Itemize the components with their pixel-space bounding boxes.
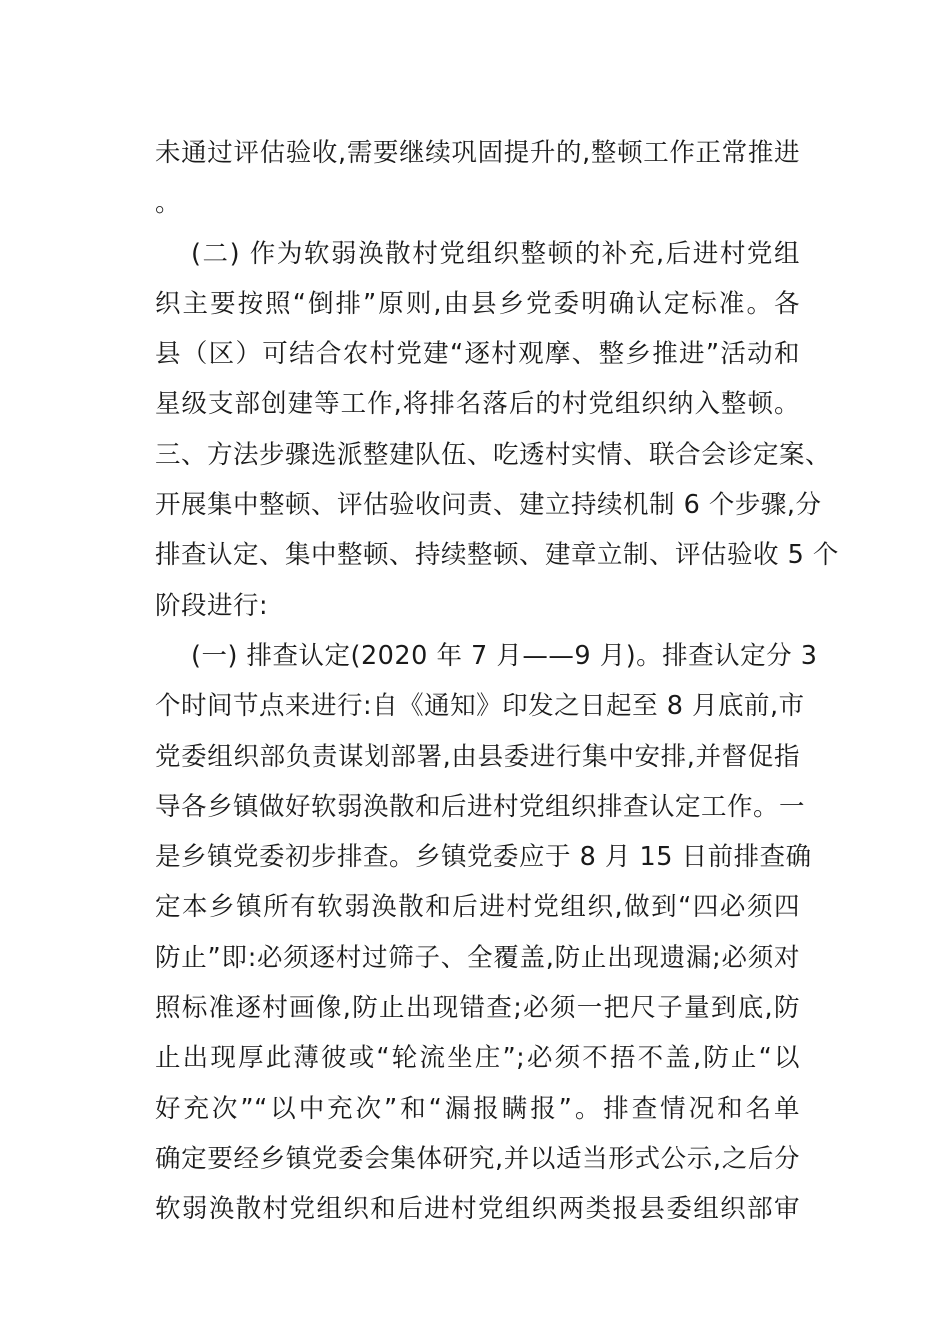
text-line: 县（区）可结合农村党建“逐村观摩、整乡推进”活动和 — [155, 339, 800, 370]
text-line: 排查认定、集中整顿、持续整顿、建章立制、评估验收 5 个 — [155, 540, 839, 571]
text-line: 党委组织部负责谋划部署,由县委进行集中安排,并督促指 — [155, 741, 800, 772]
text-line: 。 — [155, 188, 182, 219]
text-line: 确定要经乡镇党委会集体研究,并以适当形式公示,之后分 — [155, 1143, 800, 1174]
text-line: 防止”即:必须逐村过筛子、全覆盖,防止出现遗漏;必须对 — [155, 942, 800, 973]
text-line: 三、方法步骤选派整建队伍、吃透村实情、联合会诊定案、 — [155, 439, 832, 470]
text-line: 是乡镇党委初步排查。乡镇党委应于 8 月 15 日前排查确 — [155, 842, 812, 873]
text-line: 阶段进行: — [155, 590, 269, 621]
text-line: 未通过评估验收,需要继续巩固提升的,整顿工作正常推进 — [155, 138, 800, 168]
text-line: 导各乡镇做好软弱涣散和后进村党组织排查认定工作。一 — [155, 791, 806, 822]
text-line: 软弱涣散村党组织和后进村党组织两类报县委组织部审 — [155, 1194, 800, 1225]
text-line: 好充次”“以中充次”和“漏报瞒报”。排查情况和名单 — [155, 1093, 800, 1124]
text-line: 止出现厚此薄彼或“轮流坐庄”;必须不捂不盖,防止“以 — [155, 1043, 800, 1074]
text-line: 织主要按照“倒排”原则,由县乡党委明确认定标准。各 — [155, 288, 800, 319]
text-line: 星级支部创建等工作,将排名落后的村党组织纳入整顿。 — [155, 389, 800, 420]
body-text — [155, 128, 839, 1235]
text-line: (一) 排查认定(2020 年 7 月——9 月)。排查认定分 3 — [191, 640, 818, 671]
text-line: 照标准逐村画像,防止出现错查;必须一把尺子量到底,防 — [155, 993, 800, 1024]
text-line: 定本乡镇所有软弱涣散和后进村党组织,做到“四必须四 — [155, 892, 800, 923]
text-line: 个时间节点来进行:自《通知》印发之日起至 8 月底前,市 — [155, 691, 805, 722]
text-line: 开展集中整顿、评估验收问责、建立持续机制 6 个步骤,分 — [155, 490, 822, 521]
text-line: (二) 作为软弱涣散村党组织整顿的补充,后进村党组 — [191, 238, 800, 269]
